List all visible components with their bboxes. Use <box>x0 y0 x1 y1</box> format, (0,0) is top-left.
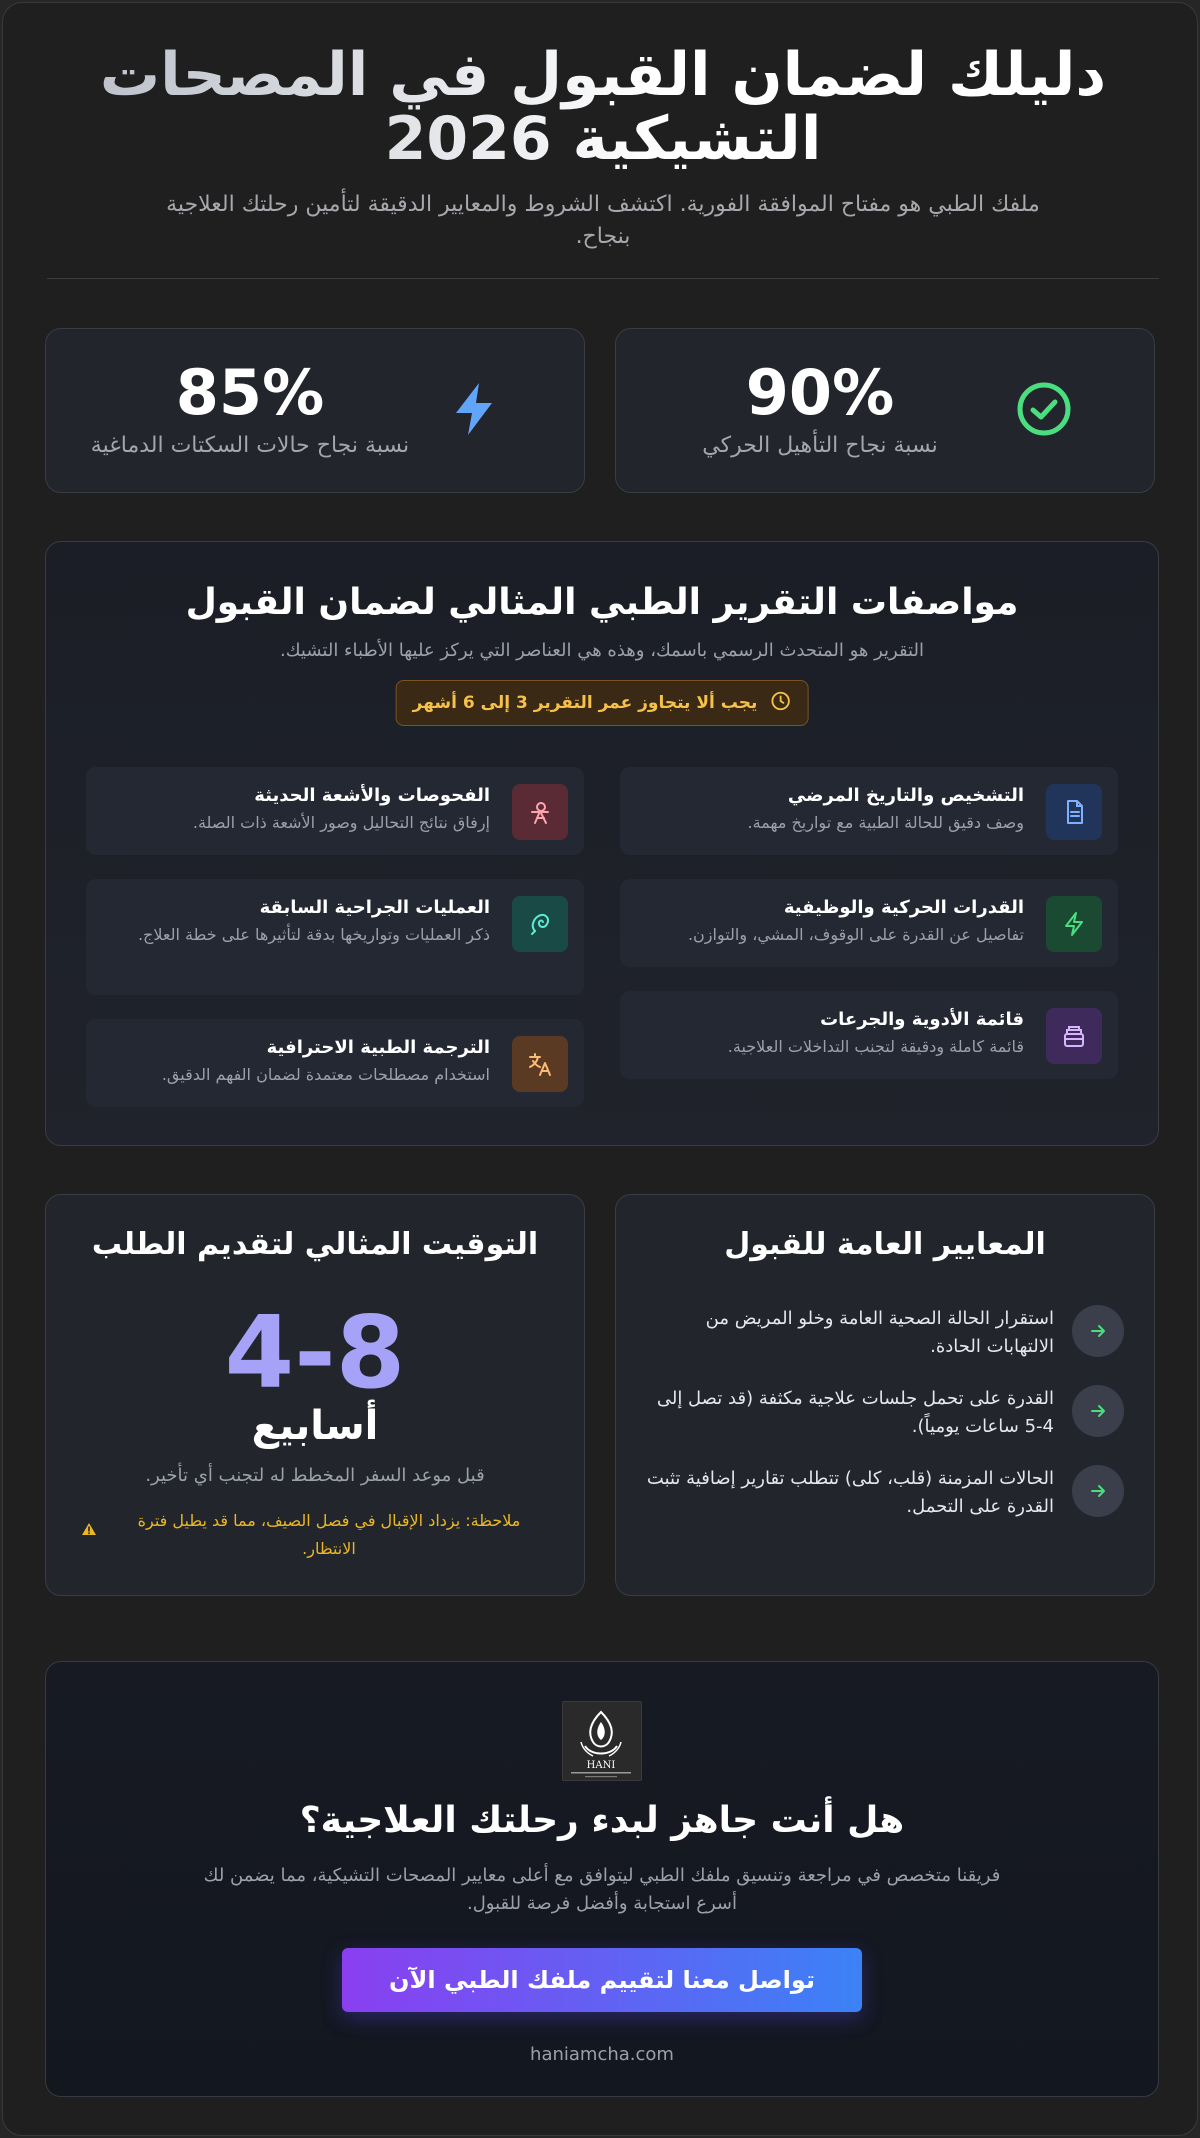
item-title: التشخيص والتاريخ المرضي <box>787 785 1024 806</box>
spec-item-surgeries <box>86 879 584 995</box>
item-desc: قائمة كاملة ودقيقة لتجنب التداخلات العلاجية. <box>727 1037 1024 1056</box>
stat-value: 85% <box>175 356 325 429</box>
lightning-icon <box>1046 896 1102 952</box>
pill-box-icon <box>1046 1008 1102 1064</box>
criteria-item <box>646 1385 1124 1445</box>
arrow-icon <box>1072 1465 1124 1517</box>
cta-section <box>45 1661 1159 2097</box>
criteria-card <box>615 1194 1155 1596</box>
item-desc: إرفاق نتائج التحاليل وصور الأشعة ذات الصلة. <box>192 813 490 832</box>
page-header <box>47 40 1159 253</box>
stat-card-stroke <box>45 328 585 493</box>
stat-card-rehab <box>615 328 1155 493</box>
section-title: مواصفات التقرير الطبي المثالي لضمان القبول <box>185 582 1019 623</box>
criteria-text: استقرار الحالة الصحية العامة وخلو المريض من الالتهابات الحادة. <box>705 1308 1054 1357</box>
stat-label: نسبة نجاح حالات السكتات الدماغية <box>90 433 410 458</box>
timing-unit: أسابيع <box>251 1403 379 1449</box>
timing-note <box>76 1507 554 1563</box>
item-desc: وصف دقيق للحالة الطبية مع تواريخ مهمة. <box>747 813 1024 832</box>
stat-label: نسبة نجاح التأهيل الحركي <box>702 433 938 458</box>
clock-icon <box>769 690 791 717</box>
criteria-item <box>646 1305 1124 1365</box>
spec-item-diagnosis <box>620 767 1118 855</box>
item-desc: ذكر العمليات وتواريخها بدقة لتأثيرها على خطة العلاج. <box>137 925 490 944</box>
timing-title: التوقيت المثالي لتقديم الطلب <box>91 1227 539 1262</box>
criteria-item <box>646 1465 1124 1525</box>
report-age-badge <box>396 680 809 726</box>
website-link[interactable]: haniamcha.com <box>530 2044 674 2065</box>
section-subtitle: التقرير هو المتحدث الرسمي باسمك، وهذه هي العناصر التي يركز عليها الأطباء التشيك. <box>280 640 924 661</box>
report-specs-section <box>45 541 1159 1146</box>
item-title: الفحوصات والأشعة الحديثة <box>254 785 490 806</box>
spec-item-scans <box>86 767 584 855</box>
brand-logo <box>562 1701 642 1781</box>
document-icon <box>1046 784 1102 840</box>
arrow-icon <box>1072 1385 1124 1437</box>
item-title: العمليات الجراحية السابقة <box>259 897 490 918</box>
criteria-text: القدرة على تحمل جلسات علاجية مكثفة (قد تصل إلى 4-5 ساعات يومياً). <box>656 1388 1054 1437</box>
page-subtitle: ملفك الطبي هو مفتاح الموافقة الفورية. اكتشف الشروط والمعايير الدقيقة لتأمين رحلتك العلاجية بنجاح. <box>166 192 1040 249</box>
cta-title: هل أنت جاهز لبدء رحلتك العلاجية؟ <box>299 1800 905 1841</box>
item-title: الترجمة الطبية الاحترافية <box>266 1037 490 1058</box>
translate-icon <box>512 1036 568 1092</box>
arrow-icon <box>1072 1305 1124 1357</box>
contact-button[interactable]: تواصل معنا لتقييم ملفك الطبي الآن <box>342 1948 862 2012</box>
page-title: دليلك لضمان القبول في المصحات التشيكية 2026 <box>47 43 1159 171</box>
timing-note-text: ملاحظة: يزداد الإقبال في فصل الصيف، مما قد يطيل فترة الانتظار. <box>137 1511 521 1558</box>
criteria-title: المعايير العامة للقبول <box>724 1227 1046 1262</box>
badge-text: يجب ألا يتجاوز عمر التقرير 3 إلى 6 أشهر <box>412 693 758 713</box>
page-frame <box>2 2 1198 2136</box>
timing-card <box>45 1194 585 1596</box>
xray-icon <box>512 784 568 840</box>
spec-item-translation <box>86 1019 584 1107</box>
warning-icon <box>81 1507 97 1546</box>
spec-item-mobility <box>620 879 1118 967</box>
criteria-text: الحالات المزمنة (قلب، كلى) تتطلب تقارير إضافية تثبت القدرة على التحمل. <box>646 1468 1054 1517</box>
cta-desc: فريقنا متخصص في مراجعة وتنسيق ملفك الطبي ليتوافق مع أعلى معايير المصحات التشيكية، مما يضمن لك أسرع استجابة وأفضل فرصة للقبول. <box>203 1865 1001 1914</box>
stat-value: 90% <box>745 356 895 429</box>
item-desc: تفاصيل عن القدرة على الوقوف، المشي، والتوازن. <box>687 925 1024 944</box>
surgery-icon <box>512 896 568 952</box>
item-title: قائمة الأدوية والجرعات <box>820 1009 1024 1030</box>
timing-range: 4-8 <box>224 1294 406 1411</box>
spec-item-medications <box>620 991 1118 1079</box>
svg-text:HANI: HANI <box>586 1760 616 1771</box>
item-desc: استخدام مصطلحات معتمدة لضمان الفهم الدقيق. <box>161 1065 490 1084</box>
timing-desc: قبل موعد السفر المخطط له لتجنب أي تأخير. <box>145 1465 485 1486</box>
header-divider <box>47 278 1159 279</box>
item-title: القدرات الحركية والوظيفية <box>783 897 1024 918</box>
